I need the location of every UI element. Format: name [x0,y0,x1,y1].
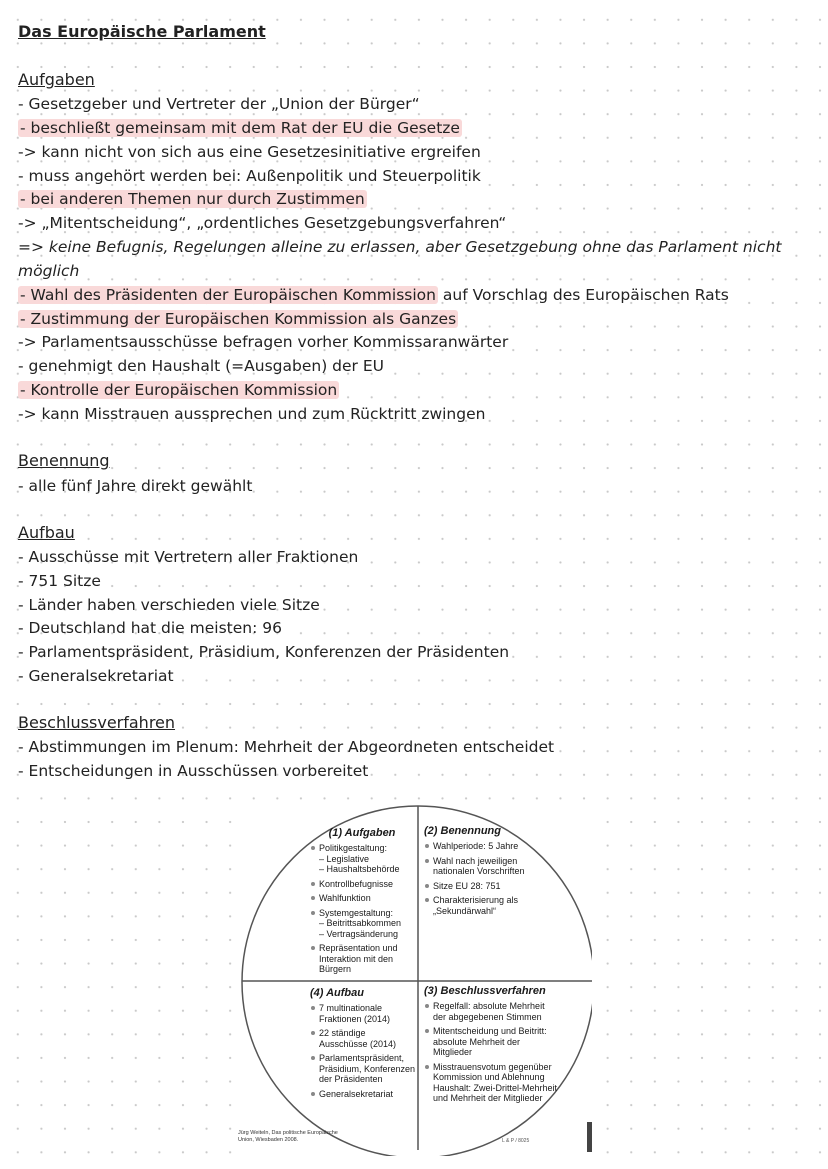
quadrant-title: (2) Benennung [424,825,501,837]
quadrant-title: (1) Aufgaben [328,827,396,839]
list-item: Wahlperiode: 5 Jahre [424,841,536,852]
text-span: auf Vorschlag des Europäischen Rats [437,286,729,304]
list-item: Mitentscheidung und Beitritt: absolute Mehrheit der Mitglieder [424,1026,558,1058]
list-item [310,843,414,875]
highlighted-line [18,118,462,138]
highlight: - beschließt gemeinsam mit dem Rat der EU die Gesetze [20,119,460,137]
text-line: -> kann Misstrauen aussprechen und zum Rücktritt zwingen [18,405,486,423]
heading-aufgaben: Aufgaben [18,70,95,89]
text-line: - 751 Sitze [18,572,101,590]
list-item: Repräsentation und Interaktion mit den Bürgern [310,943,414,975]
partially-highlighted-line [18,285,729,305]
sub-item: – Haushaltsbehörde [319,864,400,874]
list-item: Kontrollbefugnisse [310,879,414,890]
text-line: möglich [18,262,80,280]
quadrant-benennung [424,824,536,920]
sub-item: – Legislative [319,853,370,864]
sub-item: – Beitrittsabkommen [319,918,402,928]
text-line: - Ausschüsse mit Vertretern aller Fraktionen [18,548,359,566]
sub-item: – Vertragsänderung [319,928,399,939]
list-item: Wahlfunktion [310,893,414,904]
figure-mark: L & P / 8025 [502,1138,530,1144]
quadrant-aufbau [310,986,416,1103]
scan-artifact [587,1122,592,1152]
item-text: Politikgestaltung: [319,843,388,853]
heading-benennung: Benennung [18,451,110,470]
list-item: 22 ständige Ausschüsse (2014) [310,1028,416,1049]
text-line: - muss angehört werden bei: Außenpolitik und Steuerpolitik [18,167,481,185]
text-line: - Gesetzgeber und Vertreter der „Union der Bürger“ [18,95,420,113]
list-item: Regelfall: absolute Mehrheit der abgegebenen Stimmen [424,1001,558,1022]
highlight: - Wahl des Präsidenten der Europäischen Kommission [20,286,436,304]
list-item: Misstrauensvotum gegenüber Kommission und Ablehnung Haushalt: Zwei-Drittel-Mehrheit und Mehrheit der Mitglieder [424,1062,558,1104]
highlight: - Zustimmung der Europäischen Kommission als Ganzes [20,310,457,328]
text-line: => keine Befugnis, Regelungen alleine zu erlassen, aber Gesetzgebung ohne das Parlament nicht [18,238,782,256]
highlighted-line [18,380,339,400]
text-line: - Länder haben verschieden viele Sitze [18,596,320,614]
highlighted-line [18,309,458,329]
highlighted-line [18,189,367,209]
highlight: - Kontrolle der Europäischen Kommission [20,381,338,399]
list-item: Charakterisierung als „Sekundärwahl“ [424,895,536,916]
list-item [310,908,414,940]
text-line: - Entscheidungen in Ausschüssen vorbereitet [18,762,369,780]
text-line: - Deutschland hat die meisten: 96 [18,619,282,637]
quadrant-title: (3) Beschlussverfahren [424,985,546,997]
quadrant-beschlussverfahren [424,984,558,1108]
quadrant-title: (4) Aufbau [310,987,364,999]
list-item: 7 multinationale Fraktionen (2014) [310,1003,416,1024]
heading-aufbau: Aufbau [18,523,75,542]
list-item: Generalsekretariat [310,1089,416,1100]
text-line: - alle fünf Jahre direkt gewählt [18,477,253,495]
list-item: Sitze EU 28: 751 [424,881,536,892]
text-line: - Parlamentspräsident, Präsidium, Konferenzen der Präsidenten [18,643,510,661]
list-item: Wahl nach jeweiligen nationalen Vorschriften [424,856,536,877]
text-line: - Generalsekretariat [18,667,174,685]
list-item: Parlamentspräsident, Präsidium, Konferenzen der Präsidenten [310,1053,416,1085]
heading-beschlussverfahren: Beschlussverfahren [18,713,176,732]
text-line: -> kann nicht von sich aus eine Gesetzesinitiative ergreifen [18,143,481,161]
text-line: -> Parlamentsausschüsse befragen vorher Kommissaranwärter [18,333,509,351]
text-line: - Abstimmungen im Plenum: Mehrheit der Abgeordneten entscheidet [18,738,555,756]
scanned-figure [232,800,592,1156]
page-title: Das Europäische Parlament [18,22,266,41]
text-line: -> „Mitentscheidung“, „ordentliches Gesetzgebungsverfahren“ [18,214,507,232]
text-line: - genehmigt den Haushalt (=Ausgaben) der EU [18,357,384,375]
highlight: - bei anderen Themen nur durch Zustimmen [20,190,365,208]
item-text: Systemgestaltung: [319,907,394,918]
quadrant-aufgaben [310,826,414,979]
figure-source: Jürg Weiteln, Das politische Europäische Union, Wiesbaden 2008. [238,1130,338,1143]
